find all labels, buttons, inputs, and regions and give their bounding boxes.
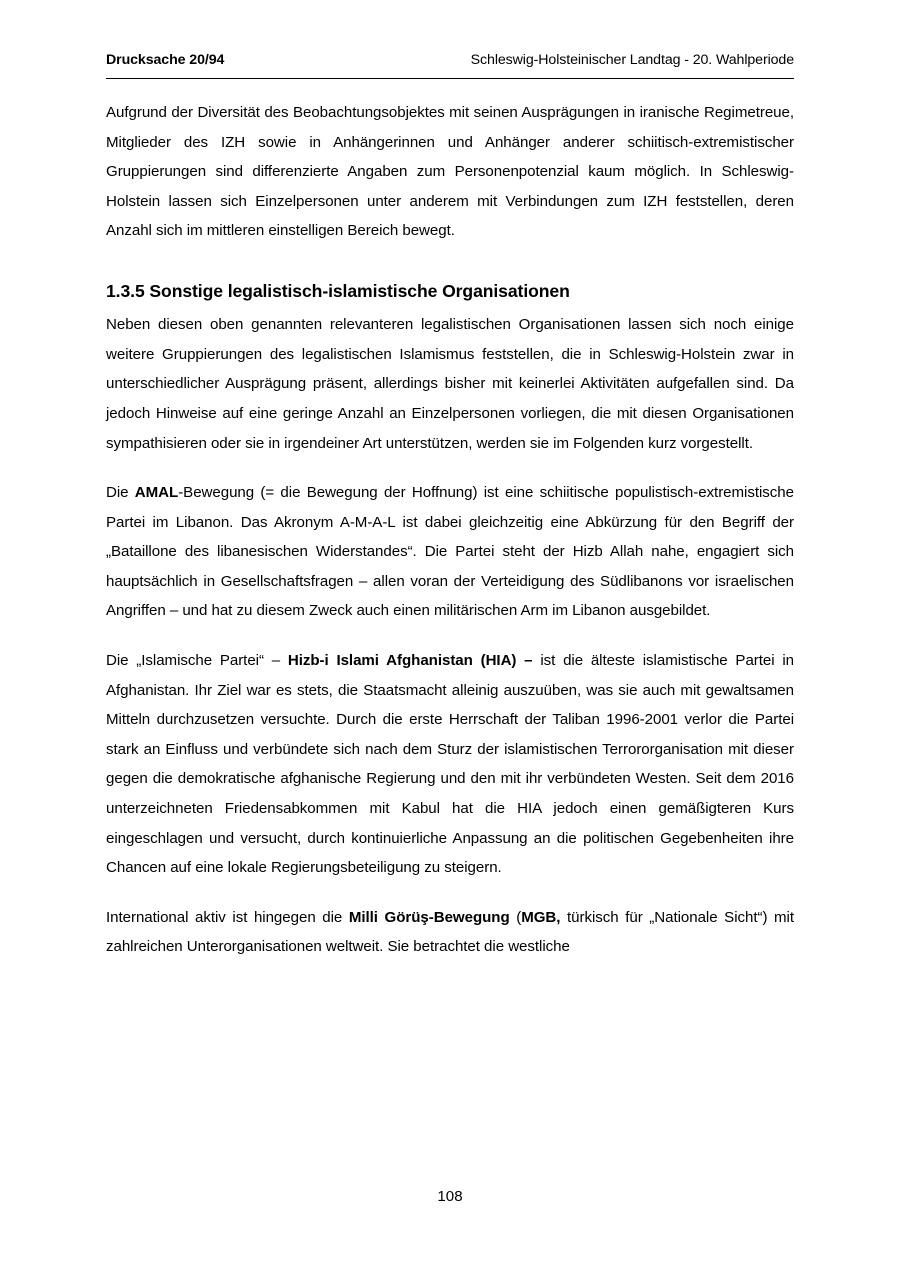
page-header [106, 52, 794, 68]
mgb-bold-abbrev: MGB, [521, 908, 561, 926]
section-heading-1-3-5: 1.3.5 Sonstige legalistisch-islamistische Organisationen [106, 280, 570, 301]
mgb-text-mid: ( [509, 908, 522, 926]
header-document-number: Drucksache 20/94 [106, 52, 225, 68]
document-body [106, 98, 794, 962]
amal-bold-name: AMAL [134, 484, 179, 502]
hia-text-lead: Die „Islamische Partei“ – [106, 652, 288, 670]
amal-text-rest: -Bewegung (= die Bewegung der Hoffnung) ist eine schiitische populistisch-extremistische Partei im Libanon. Das Akronym A-M-A-L ist dabei gleichzeitig eine Abkürzung für den Begriff der „Bataillone des libanesischen Widerstandes“. Die Partei steht der Hizb Allah nahe, engagiert sich hauptsächlich in Gesellschaftsfragen – allen voran der Verteidigung des Südlibanons vor israelischen Angriffen – und hat zu diesem Zweck auch einen militärischen Arm im Libanon ausgebildet. [106, 484, 794, 620]
hia-text-rest: ist die älteste islamistische Partei in Afghanistan. Ihr Ziel war es stets, die Staatsmacht alleinig auszuüben, was sie auch mit gewaltsamen Mitteln durchzusetzen versuchte. Durch die erste Herrschaft der Taliban 1996-2001 verlor die Partei stark an Einfluss und verbündete sich nach dem Sturz der islamistischen Terrororganisation mit dieser gegen die demokratische afghanische Regierung und den mit ihr verbündeten Westen. Seit dem 2016 unterzeichneten Friedensabkommen mit Kabul hat die HIA jedoch einen gemäßigteren Kurs eingeschlagen und versucht, durch kontinuierliche Anpassung an die politischen Gegebenheiten ihre Chancen auf eine lokale Regierungsbeteiligung zu steigern. [106, 652, 795, 877]
paragraph-hia [106, 646, 794, 883]
header-divider [106, 78, 794, 79]
amal-text-lead: Die [106, 484, 135, 502]
paragraph-mgb [106, 903, 794, 962]
mgb-bold-name: Milli Görüş-Bewegung [348, 908, 510, 926]
mgb-text-lead: International aktiv ist hingegen die [106, 908, 349, 926]
paragraph-amal [106, 478, 794, 626]
paragraph-sonstige-organisationen: Neben diesen oben genannten relevanteren legalistischen Organisationen lassen sich noch einige weitere Gruppierungen des legalistischen Islamismus feststellen, die in Schleswig-Holstein zwar in unterschiedlicher Ausprägung präsent, allerdings bisher mit keinerlei Aktivitäten aufgefallen sind. Da jedoch Hinweise auf eine geringe Anzahl an Einzelpersonen vorliegen, die mit diesen Organisationen sympathisieren oder sie in irgendeiner Art unterstützen, werden sie im Folgenden kurz vorgestellt. [106, 316, 794, 452]
paragraph-personenpotenzial: Aufgrund der Diversität des Beobachtungsobjektes mit seinen Ausprägungen in iranische Regimetreue, Mitglieder des IZH sowie in Anhängerinnen und Anhänger anderer schiitisch-extremistischer Gruppierungen sind differenzierte Angaben zum Personenpotenzial kaum möglich. In Schleswig-Holstein lassen sich Einzelpersonen unter anderem mit Verbindungen zum IZH feststellen, deren Anzahl sich im mittleren einstelligen Bereich bewegt. [106, 104, 794, 240]
page-number: 108 [437, 1188, 463, 1205]
header-parliament-title: Schleswig-Holsteinischer Landtag - 20. Wahlperiode [470, 52, 794, 68]
mgb-text-rest: türkisch für „Nationale Sicht“) mit zahlreichen Unterorganisationen weltweit. Sie betrachtet die westliche [106, 908, 794, 956]
hia-bold-name: Hizb-i Islami Afghanistan (HIA) – [287, 652, 533, 670]
